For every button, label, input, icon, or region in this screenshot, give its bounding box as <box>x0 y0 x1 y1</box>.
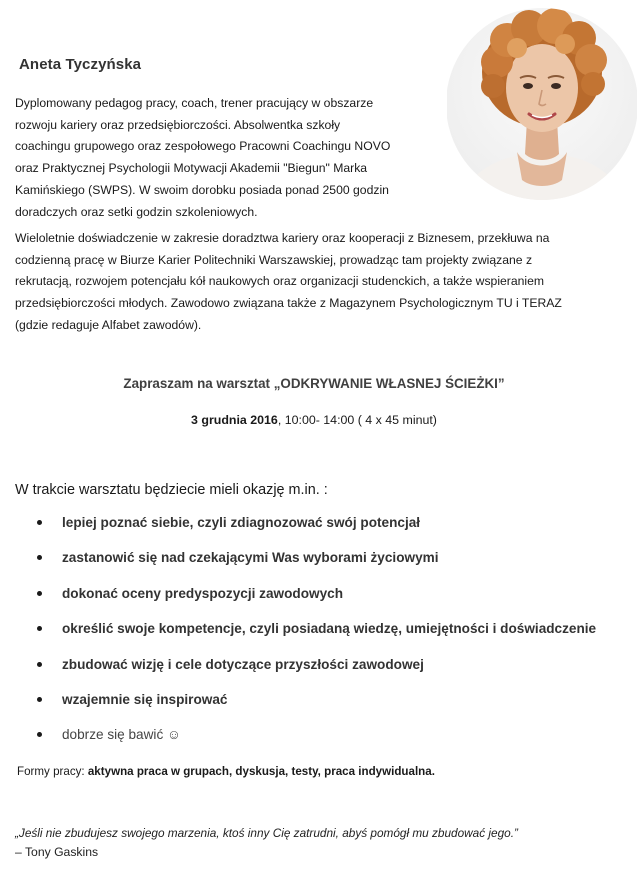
portrait-illustration <box>447 2 637 206</box>
bio-line: Kamińskiego (SWPS). W swoim dorobku posiada ponad 2500 godzin <box>15 182 389 197</box>
experience-line: codzienną pracę w Biurze Karier Politechniki Warszawskiej, prowadząc tam projekty związane z <box>15 252 533 267</box>
list-item: dobrze się bawić ☺ <box>0 717 596 752</box>
list-item: określić swoje kompetencje, czyli posiadaną wiedzę, umiejętności i doświadczenie <box>0 611 596 646</box>
workshop-date <box>0 413 628 427</box>
experience-line: rekrutacją, rozwojem potencjału kół naukowych oraz organizacji studenckich, a także wspieraniem <box>15 274 545 289</box>
bullet-icon <box>37 555 42 560</box>
workshop-heading: W trakcie warsztatu będziecie mieli okazję m.in. : <box>15 482 328 498</box>
workshop-date-bold: 3 grudnia 2016 <box>191 413 278 427</box>
work-forms-value: aktywna praca w grupach, dyskusja, testy, praca indywidualna. <box>87 765 435 778</box>
experience-line: Wieloletnie doświadczenie w zakresie doradztwa kariery oraz kooperacji z Biznesem, przekłuwa na <box>15 231 550 245</box>
profile-photo <box>447 2 637 206</box>
profile-bio <box>15 93 435 223</box>
experience-paragraph <box>15 228 627 337</box>
bullet-icon <box>37 662 42 667</box>
profile-name: Aneta Tyczyńska <box>19 56 142 73</box>
bullet-icon <box>37 626 42 631</box>
workshop-invitation: Zapraszam na warsztat „ODKRYWANIE WŁASNEJ ŚCIEŻKI” <box>123 376 505 391</box>
list-item: wzajemnie się inspirować <box>0 682 596 717</box>
experience-line: przedsiębiorczości młodych. Zawodowo związana także z Magazynem Psychologicznym TU i TERAZ <box>15 296 562 311</box>
bullet-icon <box>37 732 42 737</box>
bio-line: oraz Praktycznej Psychologii Motywacji Akademii "Biegun" Marka <box>15 161 368 176</box>
workshop-time: , 10:00- 14:00 ( 4 x 45 minut) <box>277 413 437 427</box>
work-forms-label: Formy pracy: <box>17 765 88 778</box>
list-item: dokonać oceny predyspozycji zawodowych <box>0 576 596 611</box>
bullet-icon <box>37 697 42 702</box>
quote-text: „Jeśli nie zbudujesz swojego marzenia, ktoś inny Cię zatrudni, abyś pomógł mu zbudować jego.” <box>15 826 518 840</box>
workshop-benefits-list <box>0 505 596 753</box>
bullet-icon <box>37 520 42 525</box>
list-item: lepiej poznać siebie, czyli zdiagnozować swój potencjał <box>0 505 596 540</box>
bio-line: doradczych oraz setki godzin szkoleniowych. <box>15 204 258 219</box>
bullet-icon <box>37 591 42 596</box>
bio-line: coachingu grupowego oraz zespołowego Pracowni Coachingu NOVO <box>15 139 391 154</box>
list-item: zbudować wizję i cele dotyczące przyszłości zawodowej <box>0 647 596 682</box>
bio-line: rozwoju kariery oraz przedsiębiorczości. Absolwentka szkoły <box>15 117 341 132</box>
list-item: zastanowić się nad czekającymi Was wyborami życiowymi <box>0 540 596 575</box>
bio-line: Dyplomowany pedagog pracy, coach, trener pracujący w obszarze <box>15 96 374 110</box>
quote-author: – Tony Gaskins <box>15 845 99 859</box>
work-forms <box>17 765 435 778</box>
experience-line: (gdzie redaguje Alfabet zawodów). <box>15 317 202 332</box>
